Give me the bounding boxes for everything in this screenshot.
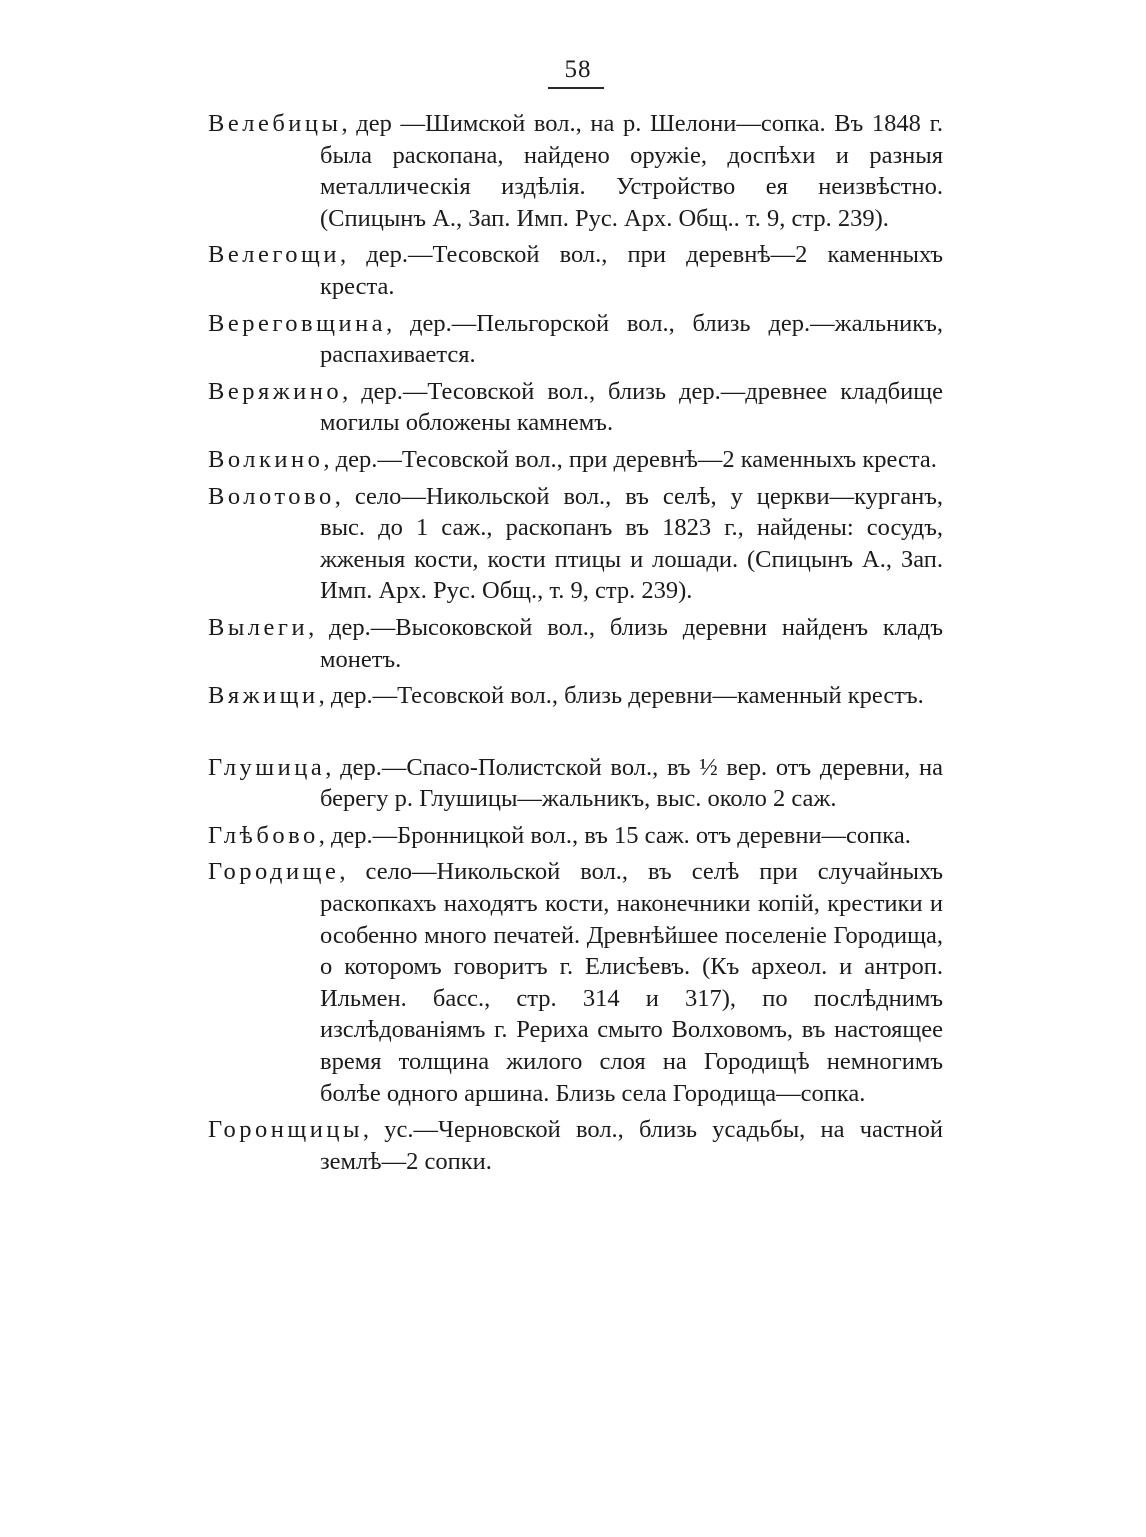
entry-text: , дер —Шимской вол., на р. Шелони—сопка. Въ 1848 г. была раскопана, найдено оружіе, доспѣхи и разныя металлическія издѣлія. Устройство ея неизвѣстно. (Спицынъ А., Зап. Имп. Рус. Арх. Общ.. т. 9, стр. 239).	[320, 110, 943, 232]
entry-text: , дер.—Тесовской вол., близь деревни—каменный крестъ.	[318, 682, 924, 710]
entry-text: , село—Никольской вол., въ селѣ, у церкви—курганъ, выс. до 1 саж., раскопанъ въ 1823 г., найдены: сосудъ, жженыя кости, кости птицы и лошади. (Спицынъ А., Зап. Имп. Арх. Рус. Общ., т. 9, стр. 239).	[320, 482, 943, 605]
entry-name: Городище	[208, 858, 340, 886]
entry	[208, 108, 943, 234]
gazetteer-entries	[208, 108, 943, 1182]
entry-text: , дер.—Спасо-Полистской вол., въ ½ вер. отъ деревни, на берегу р. Глушицы—жальникъ, выс. около 2 саж.	[320, 753, 943, 813]
entry-name: Велебицы	[208, 110, 342, 137]
entry	[208, 612, 943, 675]
entry-name: Вяжищи	[208, 682, 319, 710]
entry-text: , дер.—Тесовской вол., близь дер.—древнее кладбище могилы обложены камнемъ.	[320, 377, 943, 437]
entry	[208, 752, 943, 815]
entry	[208, 239, 943, 302]
entry	[208, 1114, 943, 1177]
entry-text: , дер.—Высоковской вол., близь деревни найденъ кладъ монетъ.	[308, 613, 943, 673]
entry-name: Горонщицы	[208, 1116, 363, 1144]
entry-text: , село—Никольской вол., въ селѣ при случайныхъ раскопкахъ находятъ кости, наконечники копій, крестики и особенно много печатей. Древнѣйшее поселеніе Городища, о которомъ говоритъ г. Елисѣевъ. (Къ археол. и антроп. Ильмен. басс., стр. 314 и 317), по послѣднимъ изслѣдованіямъ г. Рериха смыто Волховомъ, въ настоящее время толщина жилого слоя на Городищѣ немногимъ болѣе одного аршина. Близь села Городища—сопка.	[320, 858, 943, 1107]
entry	[208, 308, 943, 371]
entry-name: Волкино	[208, 445, 324, 473]
entry-text: , дер.—Бронницкой вол., въ 15 саж. отъ деревни—сопка.	[318, 821, 911, 849]
entry-text: , дер.—Тесовской вол., при деревнѣ—2 каменныхъ креста.	[320, 241, 943, 300]
entry	[208, 680, 943, 712]
entry-text: , дер.—Пельгорской вол., близь дер.—жальникъ, распахивается.	[320, 309, 943, 369]
entry	[208, 444, 943, 476]
entry-text: , ус.—Черновской вол., близь усадьбы, на частной землѣ—2 сопки.	[320, 1116, 943, 1175]
entry	[208, 856, 943, 1109]
entry-name: Глушица	[208, 753, 326, 781]
entry-name: Велегощи	[208, 241, 340, 269]
entry-name: Вереговщина	[208, 309, 387, 337]
page-number-rule	[548, 87, 604, 89]
entry	[208, 376, 943, 439]
entry	[208, 481, 943, 607]
entry	[208, 820, 943, 852]
entry-text: , дер.—Тесовской вол., при деревнѣ—2 каменныхъ креста.	[323, 445, 937, 473]
page-number: 58	[564, 56, 592, 83]
entry-name: Веряжино	[208, 377, 343, 405]
entry-name: Вылеги	[208, 613, 309, 641]
entry-name: Глѣбово	[208, 821, 319, 849]
entry-name: Волотово	[208, 482, 335, 510]
